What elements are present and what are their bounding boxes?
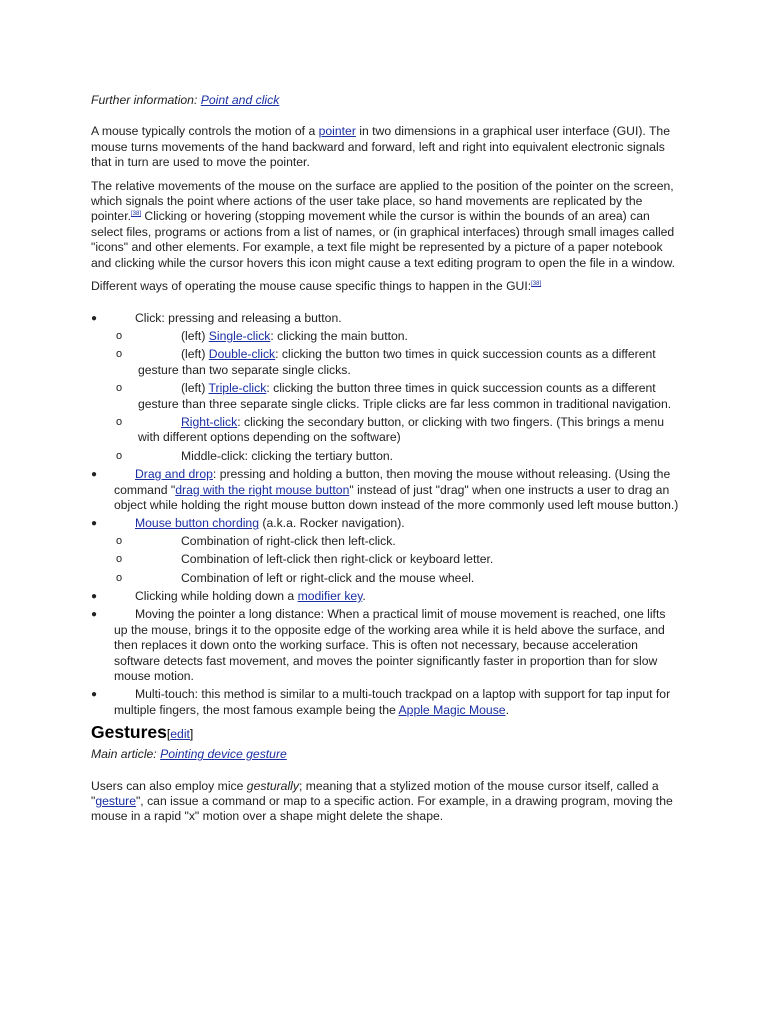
edit-section: [edit] (166, 727, 194, 742)
sub-bullet-icon: o (116, 449, 123, 462)
sub-bullet-icon: o (116, 571, 123, 584)
list-item-single-click: o (left) Single-click: clicking the main button. (116, 328, 408, 343)
mouse-button-chording-link[interactable]: Mouse button chording (135, 516, 259, 531)
single-click-link[interactable]: Single-click (208, 328, 271, 343)
bullet-icon: ● (91, 689, 98, 701)
reference-38[interactable]: [38] (130, 211, 141, 218)
gesture-link[interactable]: gesture (95, 794, 136, 809)
list-item-middle-click: o Middle-click: clicking the tertiary button. (116, 448, 394, 463)
edit-link[interactable]: edit (170, 727, 190, 742)
double-click-link[interactable]: Double-click (208, 347, 276, 362)
sub-bullet-icon: o (116, 329, 123, 342)
operations-list (0, 311, 681, 718)
list-item-triple-click: o (left) Triple-click: clicking the button three times in quick succession counts as a different gesture than three separate single clicks. Triple clicks are far less common in traditional navigation. (116, 381, 672, 411)
drag-and-drop-link[interactable]: Drag and drop (135, 467, 213, 482)
modifier-key-link[interactable]: modifier key (297, 588, 363, 603)
main-article: Main article: Pointing device gesture (91, 747, 287, 762)
pointer-link[interactable]: pointer (318, 124, 356, 139)
sub-bullet-icon: o (116, 348, 123, 361)
drag-with-right-mouse-button-link[interactable]: drag with the right mouse button (175, 482, 350, 497)
section-heading-gestures: Gestures[edit] (91, 722, 194, 743)
right-click-link[interactable]: Right-click (181, 414, 238, 429)
sub-bullet-icon: o (116, 415, 123, 428)
further-information (91, 93, 681, 108)
apple-magic-mouse-link[interactable]: Apple Magic Mouse (398, 702, 506, 717)
point-and-click-link[interactable]: Point and click (200, 93, 280, 107)
list-item-multi-touch: ● Multi-touch: this method is similar to a multi-touch trackpad on a laptop with support for tap input for multiple fingers, the most famous example being the Apple Magic Mouse. (91, 687, 671, 717)
list-item-drag-and-drop: ● Drag and drop: pressing and holding a button, then moving the mouse without releasing. (Using the command "drag with the right mouse button" instead of just "drag" when one instructs a user to drag an object while holding the right mouse button down instead of the more commonly used left mouse button.) (91, 467, 679, 512)
paragraph-gestures: Users can also employ mice gesturally; meaning that a stylized motion of the mouse cursor itself, called a "gesture", can issue a command or map to a specific action. For example, in a drawing program, moving the mouse in a rapid "x" motion over a shape might delete the shape. (91, 778, 673, 824)
click-sublist (114, 329, 681, 464)
further-label: Further information: (91, 93, 201, 107)
chording-sublist (114, 534, 681, 586)
paragraph-ways-of-operating: Different ways of operating the mouse cause specific things to happen in the GUI:[38] (91, 279, 542, 294)
list-item-click: ● Click: pressing and releasing a button. o (left) Single-click: clicking the main button. o (left) Double-click: clicking the button two times in quick succession counts as a different gesture than two separate single clicks. o (left) Triple-click: clicking the button three times in quick succession counts as a different gesture than three separate single clicks. Triple clicks are far less common in traditional navigation. o Right-click: clicking the secondary button, or clicking with two fingers. (This brings a menu with different options depending on the software) o Middle-click: clicking the tertiary button. (0, 311, 681, 464)
paragraph-relative-movements: The relative movements of the mouse on the surface are applied to the position of the pointer on the screen, which signals the point where actions of the user take place, so hand movements are replicated by the pointer.[38] Clicking or hovering (stopping movement while the cursor is within the bounds of an area) can select files, programs or actions from a list of names, or (in graphical interfaces) through small images called "icons" and other elements. For example, a text file might be represented by a picture of a paper notebook and clicking while the cursor hovers this icon might cause a text editing program to open the file in a window. (91, 178, 675, 270)
triple-click-link[interactable]: Triple-click (208, 381, 267, 396)
bullet-icon: ● (91, 313, 98, 325)
pointing-device-gesture-link[interactable]: Pointing device gesture (160, 747, 287, 762)
bullet-icon: ● (91, 518, 98, 530)
paragraph-pointer: A mouse typically controls the motion of a pointer in two dimensions in a graphical user interface (GUI). The mouse turns movements of the hand backward and forward, left and right into equivalent electronic signals that in turn are used to move the pointer. (91, 124, 670, 170)
list-item-modifier-key: ● Clicking while holding down a modifier key. (91, 588, 366, 603)
bullet-icon: ● (91, 590, 98, 602)
bullet-icon: ● (91, 609, 98, 621)
reference-38[interactable]: [38] (531, 281, 542, 288)
list-item-chord-3: o Combination of left or right-click and the mouse wheel. (116, 570, 475, 585)
article-body (91, 93, 681, 825)
list-item-chording: ● Mouse button chording (a.k.a. Rocker navigation). o Combination of right-click then left-click. o Combination of left-click then right-click or keyboard letter. o Combination of left or right-click and the mouse wheel. (0, 516, 681, 586)
list-item-double-click: o (left) Double-click: clicking the button two times in quick succession counts as a different gesture than two separate single clicks. (116, 347, 656, 377)
list-item-right-click: o Right-click: clicking the secondary button, or clicking with two fingers. (This brings a menu with different options depending on the software) (116, 414, 664, 445)
sub-bullet-icon: o (116, 534, 123, 547)
list-item-chord-1: o Combination of right-click then left-click. (116, 533, 396, 548)
list-item-long-distance: ● Moving the pointer a long distance: When a practical limit of mouse movement is reached, one lifts up the mouse, brings it to the opposite edge of the working area while it is held above the surface, and then replaces it down onto the working surface. This is often not necessary, because acceleration software detects fast movement, and moves the pointer significantly faster in proportion than for slow mouse motion. (91, 607, 666, 683)
sub-bullet-icon: o (116, 553, 123, 566)
list-item-chord-2: o Combination of left-click then right-click or keyboard letter. (116, 552, 494, 567)
sub-bullet-icon: o (116, 382, 123, 395)
bullet-icon: ● (91, 469, 98, 481)
